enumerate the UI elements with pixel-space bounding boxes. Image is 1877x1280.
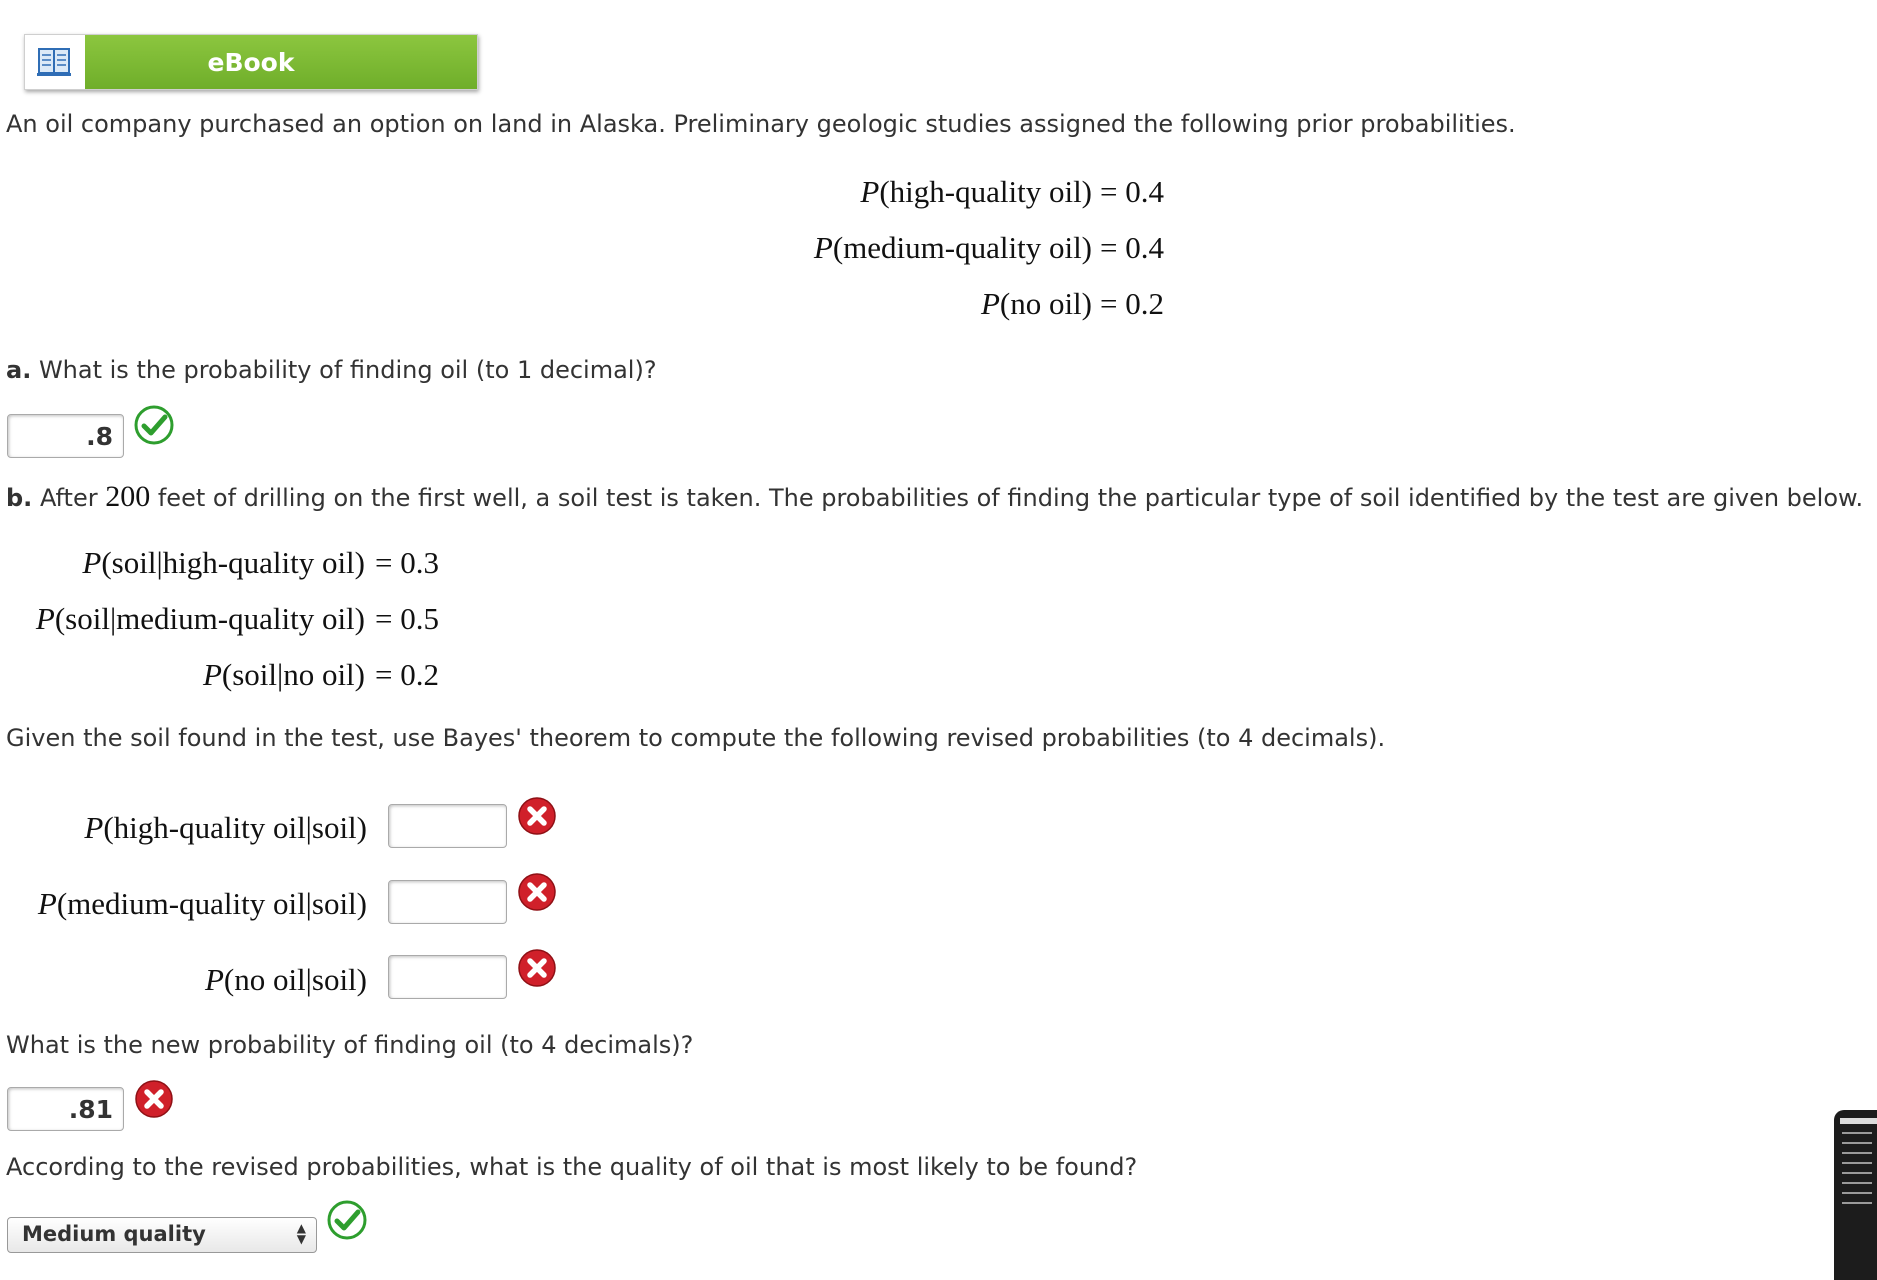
ebook-label: eBook — [85, 35, 477, 89]
revised-high-label: P(high-quality oil|soil) — [84, 810, 367, 845]
cond-none-value: = 0.2 — [375, 657, 439, 692]
x-icon — [517, 948, 557, 988]
question-b: b. After 200 feet of drilling on the first well, a soil test is taken. The probabilities of finding the particular type of soil identified by the test are given below. — [6, 480, 1864, 513]
side-panel-thumbnail[interactable] — [1834, 1110, 1877, 1280]
cond-high-label: P(soil|high-quality oil) — [82, 545, 365, 580]
new-prob-question: What is the new probability of finding oil (to 4 decimals)? — [6, 1031, 694, 1059]
check-icon — [327, 1200, 367, 1240]
revised-medium-label: P(medium-quality oil|soil) — [37, 886, 367, 921]
x-icon — [517, 872, 557, 912]
question-a: a. What is the probability of finding oil (to 1 decimal)? — [6, 356, 657, 384]
cond-none-label: P(soil|no oil) — [202, 657, 365, 692]
answer-a-input[interactable]: .8 — [7, 414, 124, 458]
prior-medium-value: = 0.4 — [1100, 230, 1164, 265]
quality-select-value: Medium quality — [22, 1222, 206, 1246]
revised-none-input[interactable] — [388, 955, 507, 999]
prior-high-label: P(high-quality oil) — [860, 174, 1092, 209]
revised-none-label: P(no oil|soil) — [204, 962, 367, 997]
cond-medium-label: P(soil|medium-quality oil) — [35, 601, 365, 636]
prior-medium-label: P(medium-quality oil) — [813, 230, 1092, 265]
book-icon — [25, 35, 83, 89]
select-arrows-icon: ▲ ▼ — [296, 1221, 306, 1246]
cond-medium-value: = 0.5 — [375, 601, 439, 636]
prior-none-label: P(no oil) — [980, 286, 1092, 321]
bayes-instruction: Given the soil found in the test, use Bayes' theorem to compute the following revised probabilities (to 4 decimals). — [6, 724, 1386, 752]
revised-high-input[interactable] — [388, 804, 507, 848]
ebook-button[interactable] — [24, 34, 478, 90]
revised-medium-input[interactable] — [388, 880, 507, 924]
prior-high-value: = 0.4 — [1100, 174, 1164, 209]
check-icon — [134, 405, 174, 445]
x-icon — [134, 1079, 174, 1119]
intro-text: An oil company purchased an option on land in Alaska. Preliminary geologic studies assigned the following prior probabilities. — [6, 110, 1516, 138]
cond-high-value: = 0.3 — [375, 545, 439, 580]
new-prob-input[interactable]: .81 — [7, 1087, 124, 1131]
prior-none-value: = 0.2 — [1100, 286, 1164, 321]
quality-select[interactable] — [7, 1217, 317, 1253]
most-likely-question: According to the revised probabilities, what is the quality of oil that is most likely to be found? — [6, 1153, 1138, 1181]
x-icon — [517, 796, 557, 836]
